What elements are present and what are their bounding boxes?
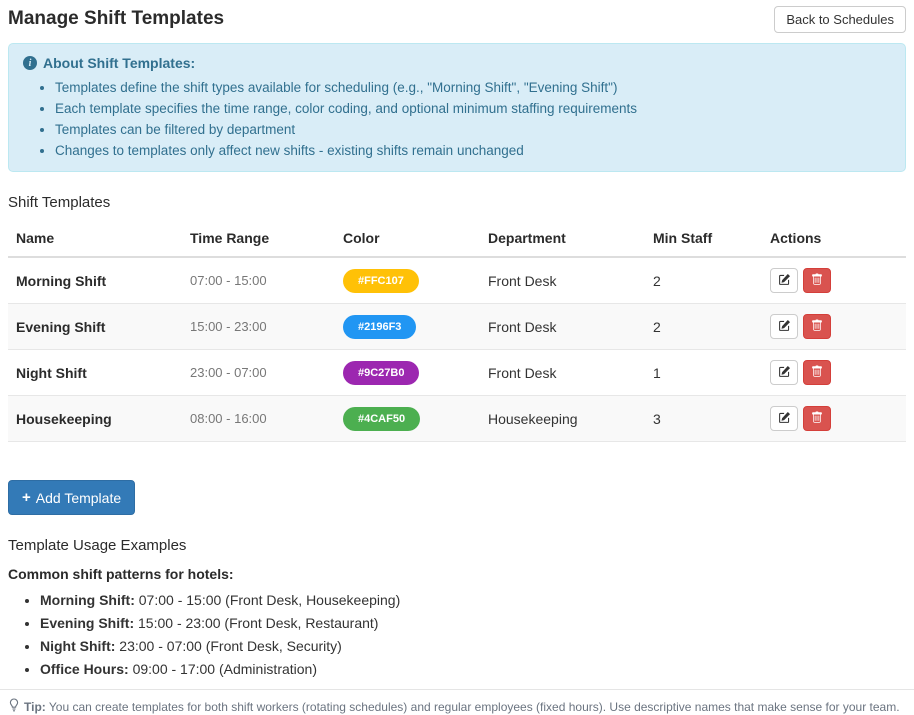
edit-template-button[interactable]	[770, 360, 798, 385]
delete-template-button[interactable]	[803, 360, 831, 385]
template-min-staff: 2	[645, 257, 762, 304]
edit-pencil-icon	[778, 411, 791, 427]
template-color-cell	[335, 350, 480, 396]
template-actions-cell	[762, 304, 906, 350]
color-badge: #9C27B0	[343, 361, 419, 385]
template-row	[8, 257, 906, 304]
info-bullet: • Templates can be filtered by department	[55, 122, 891, 137]
table-header-cell: Actions	[762, 220, 906, 257]
template-time-range: 15:00 - 23:00	[182, 304, 335, 350]
usage-example	[40, 592, 906, 608]
template-row	[8, 396, 906, 442]
table-header-cell: Min Staff	[645, 220, 762, 257]
trash-icon	[811, 319, 823, 335]
trash-icon	[811, 411, 823, 427]
usage-example	[40, 638, 906, 654]
template-department: Housekeeping	[480, 396, 645, 442]
edit-pencil-icon	[778, 365, 791, 381]
info-icon: i	[23, 56, 37, 70]
usage-example-detail: 07:00 - 15:00 (Front Desk, Housekeeping)	[134, 592, 401, 608]
template-min-staff: 3	[645, 396, 762, 442]
delete-template-button[interactable]	[803, 406, 831, 431]
template-name: Evening Shift	[8, 304, 182, 350]
page-header	[8, 6, 906, 33]
template-color-cell	[335, 304, 480, 350]
template-department: Front Desk	[480, 350, 645, 396]
tip-label: Tip:	[24, 699, 46, 714]
edit-pencil-icon	[778, 273, 791, 289]
color-badge: #FFC107	[343, 269, 419, 293]
template-name: Housekeeping	[8, 396, 182, 442]
edit-template-button[interactable]	[770, 406, 798, 431]
page-title: Manage Shift Templates	[8, 8, 225, 29]
template-row	[8, 350, 906, 396]
shift-templates-heading: Shift Templates	[8, 194, 111, 211]
tip-text: You can create templates for both shift workers (rotating schedules) and regular employees (fixed hours). Use descriptive names that make sense for your team.	[45, 699, 900, 714]
tip-text-wrap	[24, 700, 900, 714]
template-actions-cell	[762, 396, 906, 442]
template-time-range: 08:00 - 16:00	[182, 396, 335, 442]
template-color-cell	[335, 396, 480, 442]
info-box-heading	[23, 55, 891, 71]
table-header-cell: Name	[8, 220, 182, 257]
usage-example-label: Evening Shift:	[40, 615, 135, 631]
usage-example-list	[8, 592, 906, 677]
info-bullet: • Changes to templates only affect new shifts - existing shifts remain unchanged	[55, 143, 891, 158]
trash-icon	[811, 273, 823, 289]
shift-templates-table	[8, 220, 906, 442]
table-header-cell: Time Range	[182, 220, 335, 257]
template-min-staff: 1	[645, 350, 762, 396]
info-bullet-list	[23, 80, 891, 158]
add-template-button[interactable]	[8, 480, 135, 515]
template-department: Front Desk	[480, 257, 645, 304]
template-actions-cell	[762, 257, 906, 304]
table-header-cell: Color	[335, 220, 480, 257]
info-bullet: • Each template specifies the time range, color coding, and optional minimum staffing requirements	[55, 101, 891, 116]
edit-pencil-icon	[778, 319, 791, 335]
usage-example-detail: 09:00 - 17:00 (Administration)	[128, 661, 318, 677]
template-row	[8, 304, 906, 350]
usage-example-label: Morning Shift:	[40, 592, 135, 608]
edit-template-button[interactable]	[770, 268, 798, 293]
template-color-cell	[335, 257, 480, 304]
usage-example-detail: 15:00 - 23:00 (Front Desk, Restaurant)	[134, 615, 379, 631]
usage-subheading: Common shift patterns for hotels:	[8, 566, 234, 582]
footer-tip	[0, 689, 914, 715]
usage-examples-heading: Template Usage Examples	[8, 537, 187, 554]
delete-template-button[interactable]	[803, 314, 831, 339]
trash-icon	[811, 365, 823, 381]
edit-template-button[interactable]	[770, 314, 798, 339]
delete-template-button[interactable]	[803, 268, 831, 293]
template-name: Night Shift	[8, 350, 182, 396]
table-header-row	[8, 220, 906, 257]
plus-icon: +	[22, 489, 31, 506]
about-info-box	[8, 43, 906, 172]
template-name: Morning Shift	[8, 257, 182, 304]
usage-example	[40, 661, 906, 677]
template-time-range: 23:00 - 07:00	[182, 350, 335, 396]
usage-example	[40, 615, 906, 631]
template-department: Front Desk	[480, 304, 645, 350]
usage-example-label: Office Hours:	[40, 661, 129, 677]
lightbulb-icon	[8, 698, 20, 715]
info-heading-label: About Shift Templates:	[43, 55, 196, 71]
usage-example-label: Night Shift:	[40, 638, 116, 654]
usage-example-detail: 23:00 - 07:00 (Front Desk, Security)	[115, 638, 342, 654]
template-min-staff: 2	[645, 304, 762, 350]
color-badge: #4CAF50	[343, 407, 420, 431]
template-time-range: 07:00 - 15:00	[182, 257, 335, 304]
info-bullet: • Templates define the shift types available for scheduling (e.g., "Morning Shift", "Evening Shift")	[55, 80, 891, 95]
template-actions-cell	[762, 350, 906, 396]
table-header-cell: Department	[480, 220, 645, 257]
add-template-label: Add Template	[35, 489, 122, 506]
back-to-schedules-button[interactable]: Back to Schedules	[774, 6, 906, 33]
color-badge: #2196F3	[343, 315, 416, 339]
